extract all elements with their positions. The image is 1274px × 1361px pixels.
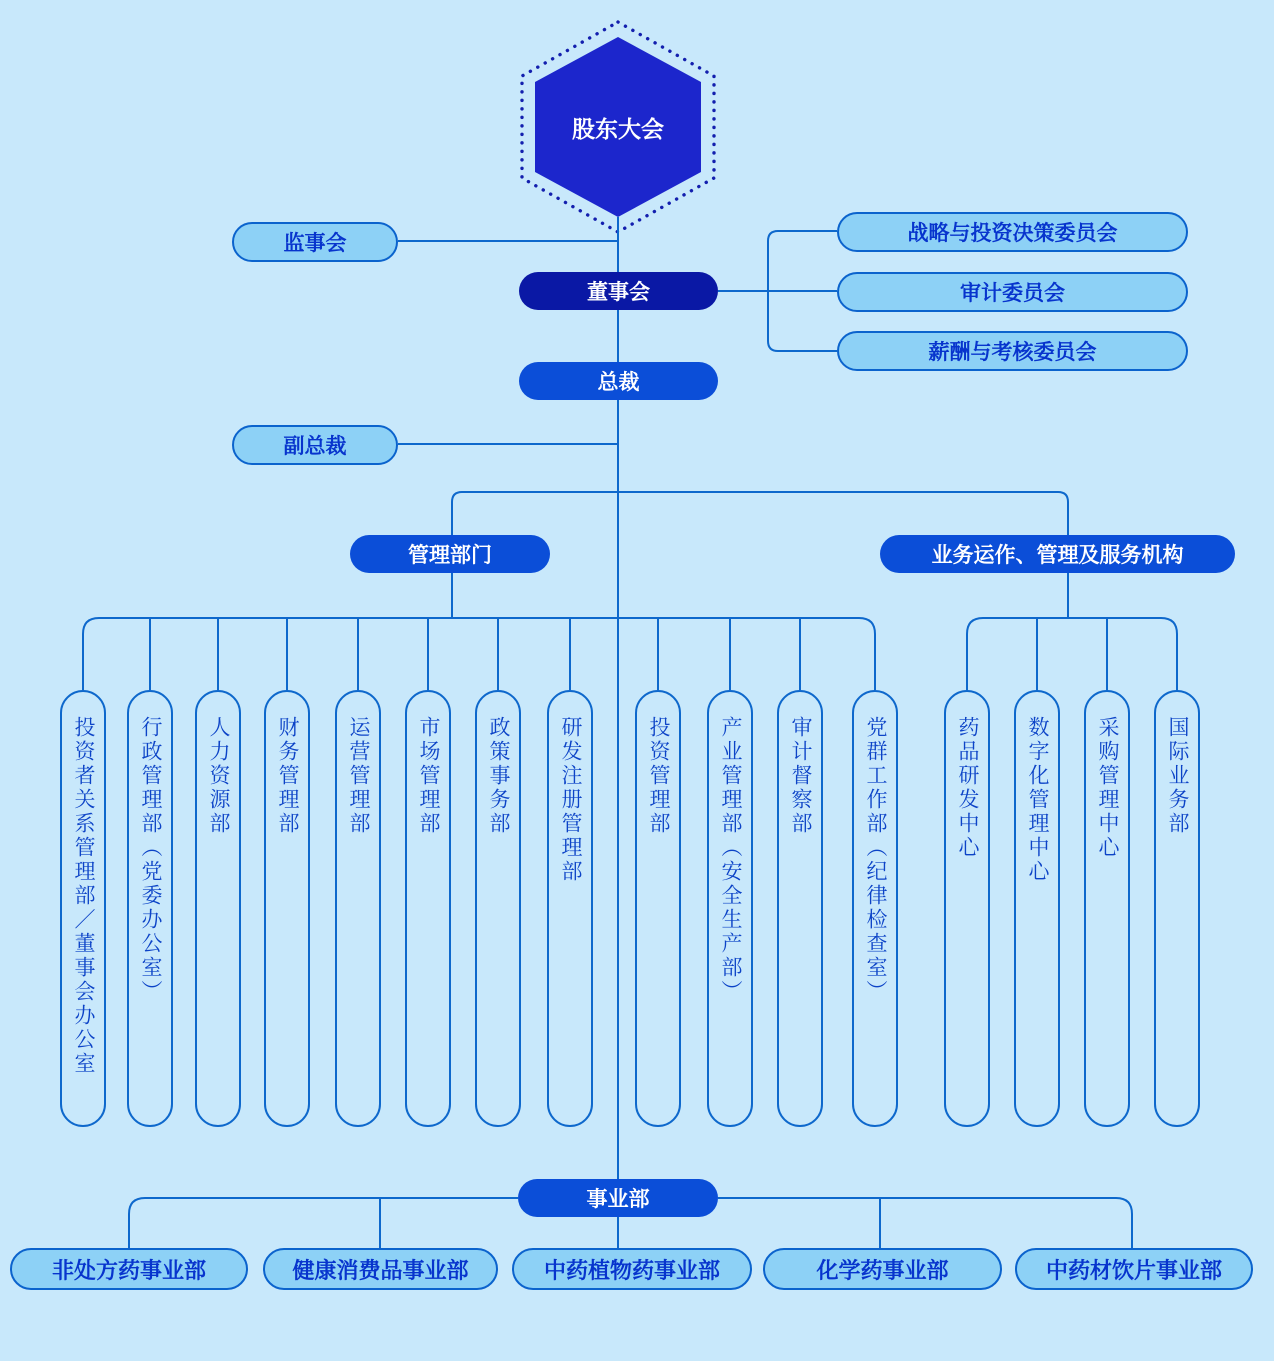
dept-label: 投资管理部 [647, 716, 670, 836]
unit-label: 数字化管理中心 [1026, 716, 1049, 884]
dept-human-resources [195, 690, 241, 1127]
vice-president-node: 副总裁 [232, 425, 398, 465]
unit-label: 采购管理中心 [1096, 716, 1119, 860]
division-hub-node: 事业部 [518, 1179, 718, 1217]
division-chemical-drug: 化学药事业部 [763, 1248, 1002, 1290]
dept-label: 人力资源部 [207, 716, 230, 836]
dept-label: 运营管理部 [347, 716, 370, 836]
dept-label: 党群工作部（纪律检查室） [864, 716, 887, 1004]
dept-policy-affairs [475, 690, 521, 1127]
dept-operations [335, 690, 381, 1127]
dept-label: 产业管理部（安全生产部） [719, 716, 742, 1004]
shareholders-meeting-label: 股东大会 [572, 115, 664, 142]
dept-industry-safety [707, 690, 753, 1127]
dept-administration [127, 690, 173, 1127]
division-tcm-decoction: 中药材饮片事业部 [1015, 1248, 1253, 1290]
dept-investor-relations [60, 690, 106, 1127]
management-group-node: 管理部门 [350, 535, 550, 573]
president-node: 总裁 [519, 362, 718, 400]
dept-label: 审计督察部 [789, 716, 812, 836]
division-tcm-botanical: 中药植物药事业部 [512, 1248, 752, 1290]
dept-label: 政策事务部 [487, 716, 510, 836]
supervisory-board-node: 监事会 [232, 222, 398, 262]
unit-label: 国际业务部 [1166, 716, 1189, 836]
dept-label: 投资者关系管理部／董事会办公室 [72, 716, 95, 1076]
dept-label: 研发注册管理部 [559, 716, 582, 884]
dept-rd-registration [547, 690, 593, 1127]
unit-drug-rd-center [944, 690, 990, 1127]
board-of-directors-node: 董事会 [519, 272, 718, 310]
unit-procurement-center [1084, 690, 1130, 1127]
dept-party-mass-work [852, 690, 898, 1127]
dept-investment [635, 690, 681, 1127]
dept-marketing [405, 690, 451, 1127]
committee-audit-node: 审计委员会 [837, 272, 1188, 312]
business-group-node: 业务运作、管理及服务机构 [880, 535, 1235, 573]
dept-label: 市场管理部 [417, 716, 440, 836]
unit-international-business [1154, 690, 1200, 1127]
dept-label: 行政管理部（党委办公室） [139, 716, 162, 1004]
committee-remuneration-node: 薪酬与考核委员会 [837, 331, 1188, 371]
dept-finance [264, 690, 310, 1127]
unit-label: 药品研发中心 [956, 716, 979, 860]
dept-audit-supervision [777, 690, 823, 1127]
committee-strategy-node: 战略与投资决策委员会 [837, 212, 1188, 252]
division-otc: 非处方药事业部 [10, 1248, 248, 1290]
division-health-consumer: 健康消费品事业部 [263, 1248, 498, 1290]
unit-digital-center [1014, 690, 1060, 1127]
dept-label: 财务管理部 [276, 716, 299, 836]
